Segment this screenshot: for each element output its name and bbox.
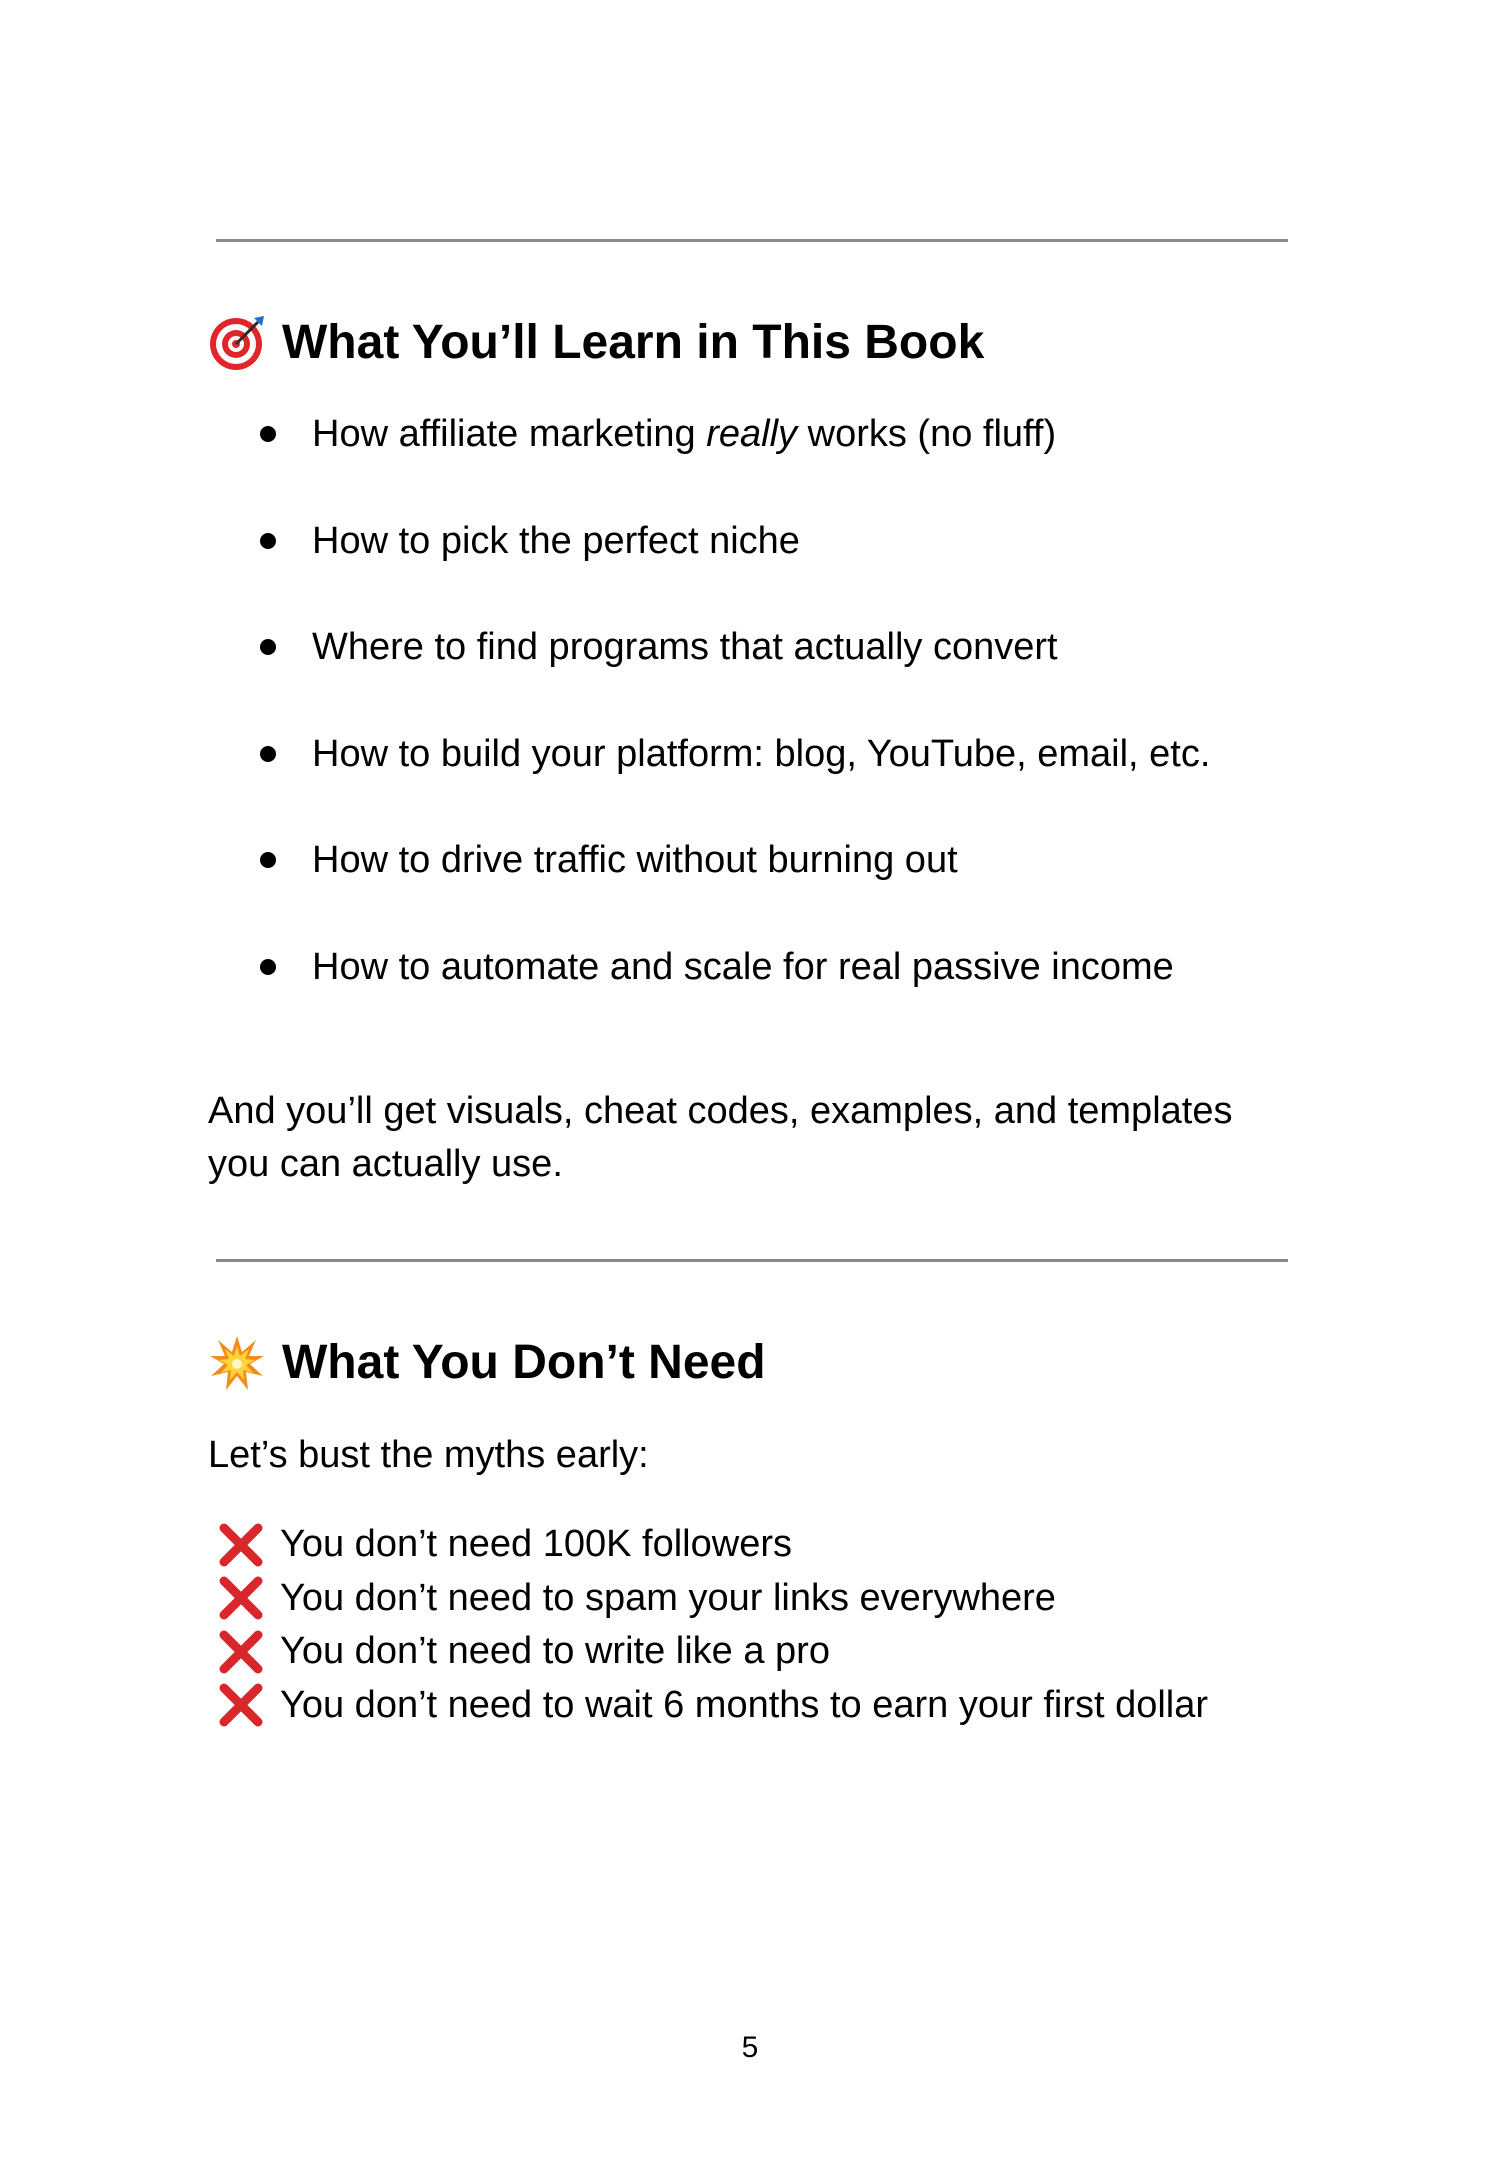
list-item-text: You don’t need 100K followers xyxy=(280,1523,792,1565)
section-title: What You’ll Learn in This Book xyxy=(282,316,985,369)
page-number: 5 xyxy=(741,2031,759,2064)
target-icon xyxy=(208,314,266,372)
list-item-text: You don’t need to write like a pro xyxy=(280,1630,830,1672)
horizontal-divider-middle xyxy=(216,1259,1288,1262)
list-item xyxy=(218,1518,1208,1572)
cross-mark-icon xyxy=(218,1682,264,1728)
list-item xyxy=(218,1572,1208,1626)
bullet-icon xyxy=(260,639,276,655)
cross-mark-icon xyxy=(218,1522,264,1568)
list-item xyxy=(218,1625,1208,1679)
list-item-text: Where to find programs that actually convert xyxy=(312,626,1058,669)
list-item-text: How to build your platform: blog, YouTube, email, etc. xyxy=(312,732,1211,775)
list-item-text: How to automate and scale for real passive income xyxy=(312,945,1174,988)
list-item-text: How affiliate marketing really works (no fluff) xyxy=(312,413,1057,455)
bullet-icon xyxy=(260,746,276,762)
cross-mark-icon xyxy=(218,1575,264,1621)
bullet-icon xyxy=(260,959,276,975)
myths-list xyxy=(218,1518,1208,1732)
collision-icon xyxy=(208,1334,266,1392)
closing-paragraph: And you’ll get visuals, cheat codes, examples, and templates you can actually use. xyxy=(208,1090,1233,1185)
list-item xyxy=(218,1679,1208,1733)
cross-mark-icon xyxy=(218,1629,264,1675)
intro-paragraph: Let’s bust the myths early: xyxy=(208,1434,649,1476)
bullet-icon xyxy=(260,426,276,442)
list-item-text: How to drive traffic without burning out xyxy=(312,839,958,882)
bullet-icon xyxy=(260,533,276,549)
section-heading-dont-need xyxy=(208,1334,766,1392)
list-item-text: How to pick the perfect niche xyxy=(312,519,800,562)
horizontal-divider-top xyxy=(216,239,1288,242)
section-heading-learn xyxy=(208,314,984,372)
list-item-text: You don’t need to wait 6 months to earn your first dollar xyxy=(280,1683,1209,1726)
list-item-text: You don’t need to spam your links everywhere xyxy=(280,1576,1056,1619)
bullet-icon xyxy=(260,852,276,868)
section-title: What You Don’t Need xyxy=(282,1336,766,1389)
